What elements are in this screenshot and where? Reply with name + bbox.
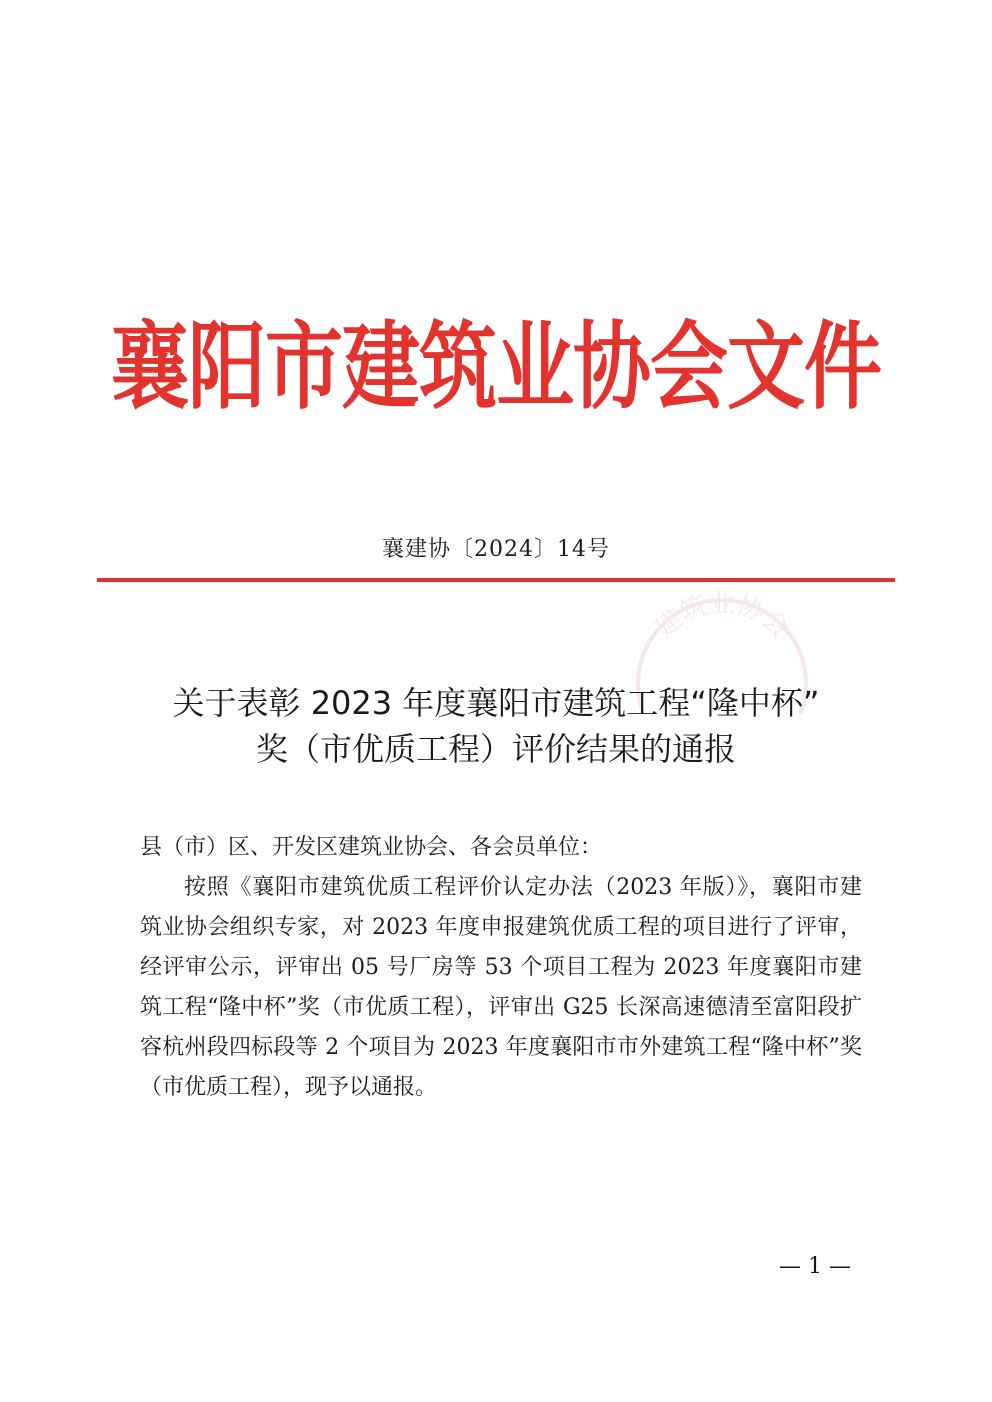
seal-text: 建筑业协会 (649, 589, 795, 644)
notice-title (70, 680, 922, 772)
salutation: 县（市）区、开发区建筑业协会、各会员单位： (140, 835, 603, 860)
masthead-title: 襄阳市建筑业协会文件 (110, 311, 881, 423)
title-line-1: 关于表彰 2023 年度襄阳市建筑工程“隆中杯” (172, 684, 820, 722)
svg-text:建筑业协会 (649, 589, 794, 644)
title-line-2: 奖（市优质工程）评价结果的通报 (255, 730, 736, 768)
notice-body (140, 828, 862, 1108)
body-paragraph: 按照《襄阳市建筑优质工程评价认定办法（2023 年版）》，襄阳市建筑业协会组织专家，对 2023 年度申报建筑优质工程的项目进行了评审，经评审公示，评审出 05 号厂房等 53 个项目工程为 2023 年度襄阳市建筑工程“隆中杯”奖（市优质工程），评审出 G25 长深高速德清至富阳段扩容杭州段四标段等 2 个项目为 2023 年度襄阳市市外建筑工程“隆中杯”奖（市优质工程），现予以通报。 (140, 875, 862, 1100)
page-number: — 1 — (779, 1254, 851, 1279)
document-number: 襄建协〔2024〕14号 (382, 537, 610, 562)
